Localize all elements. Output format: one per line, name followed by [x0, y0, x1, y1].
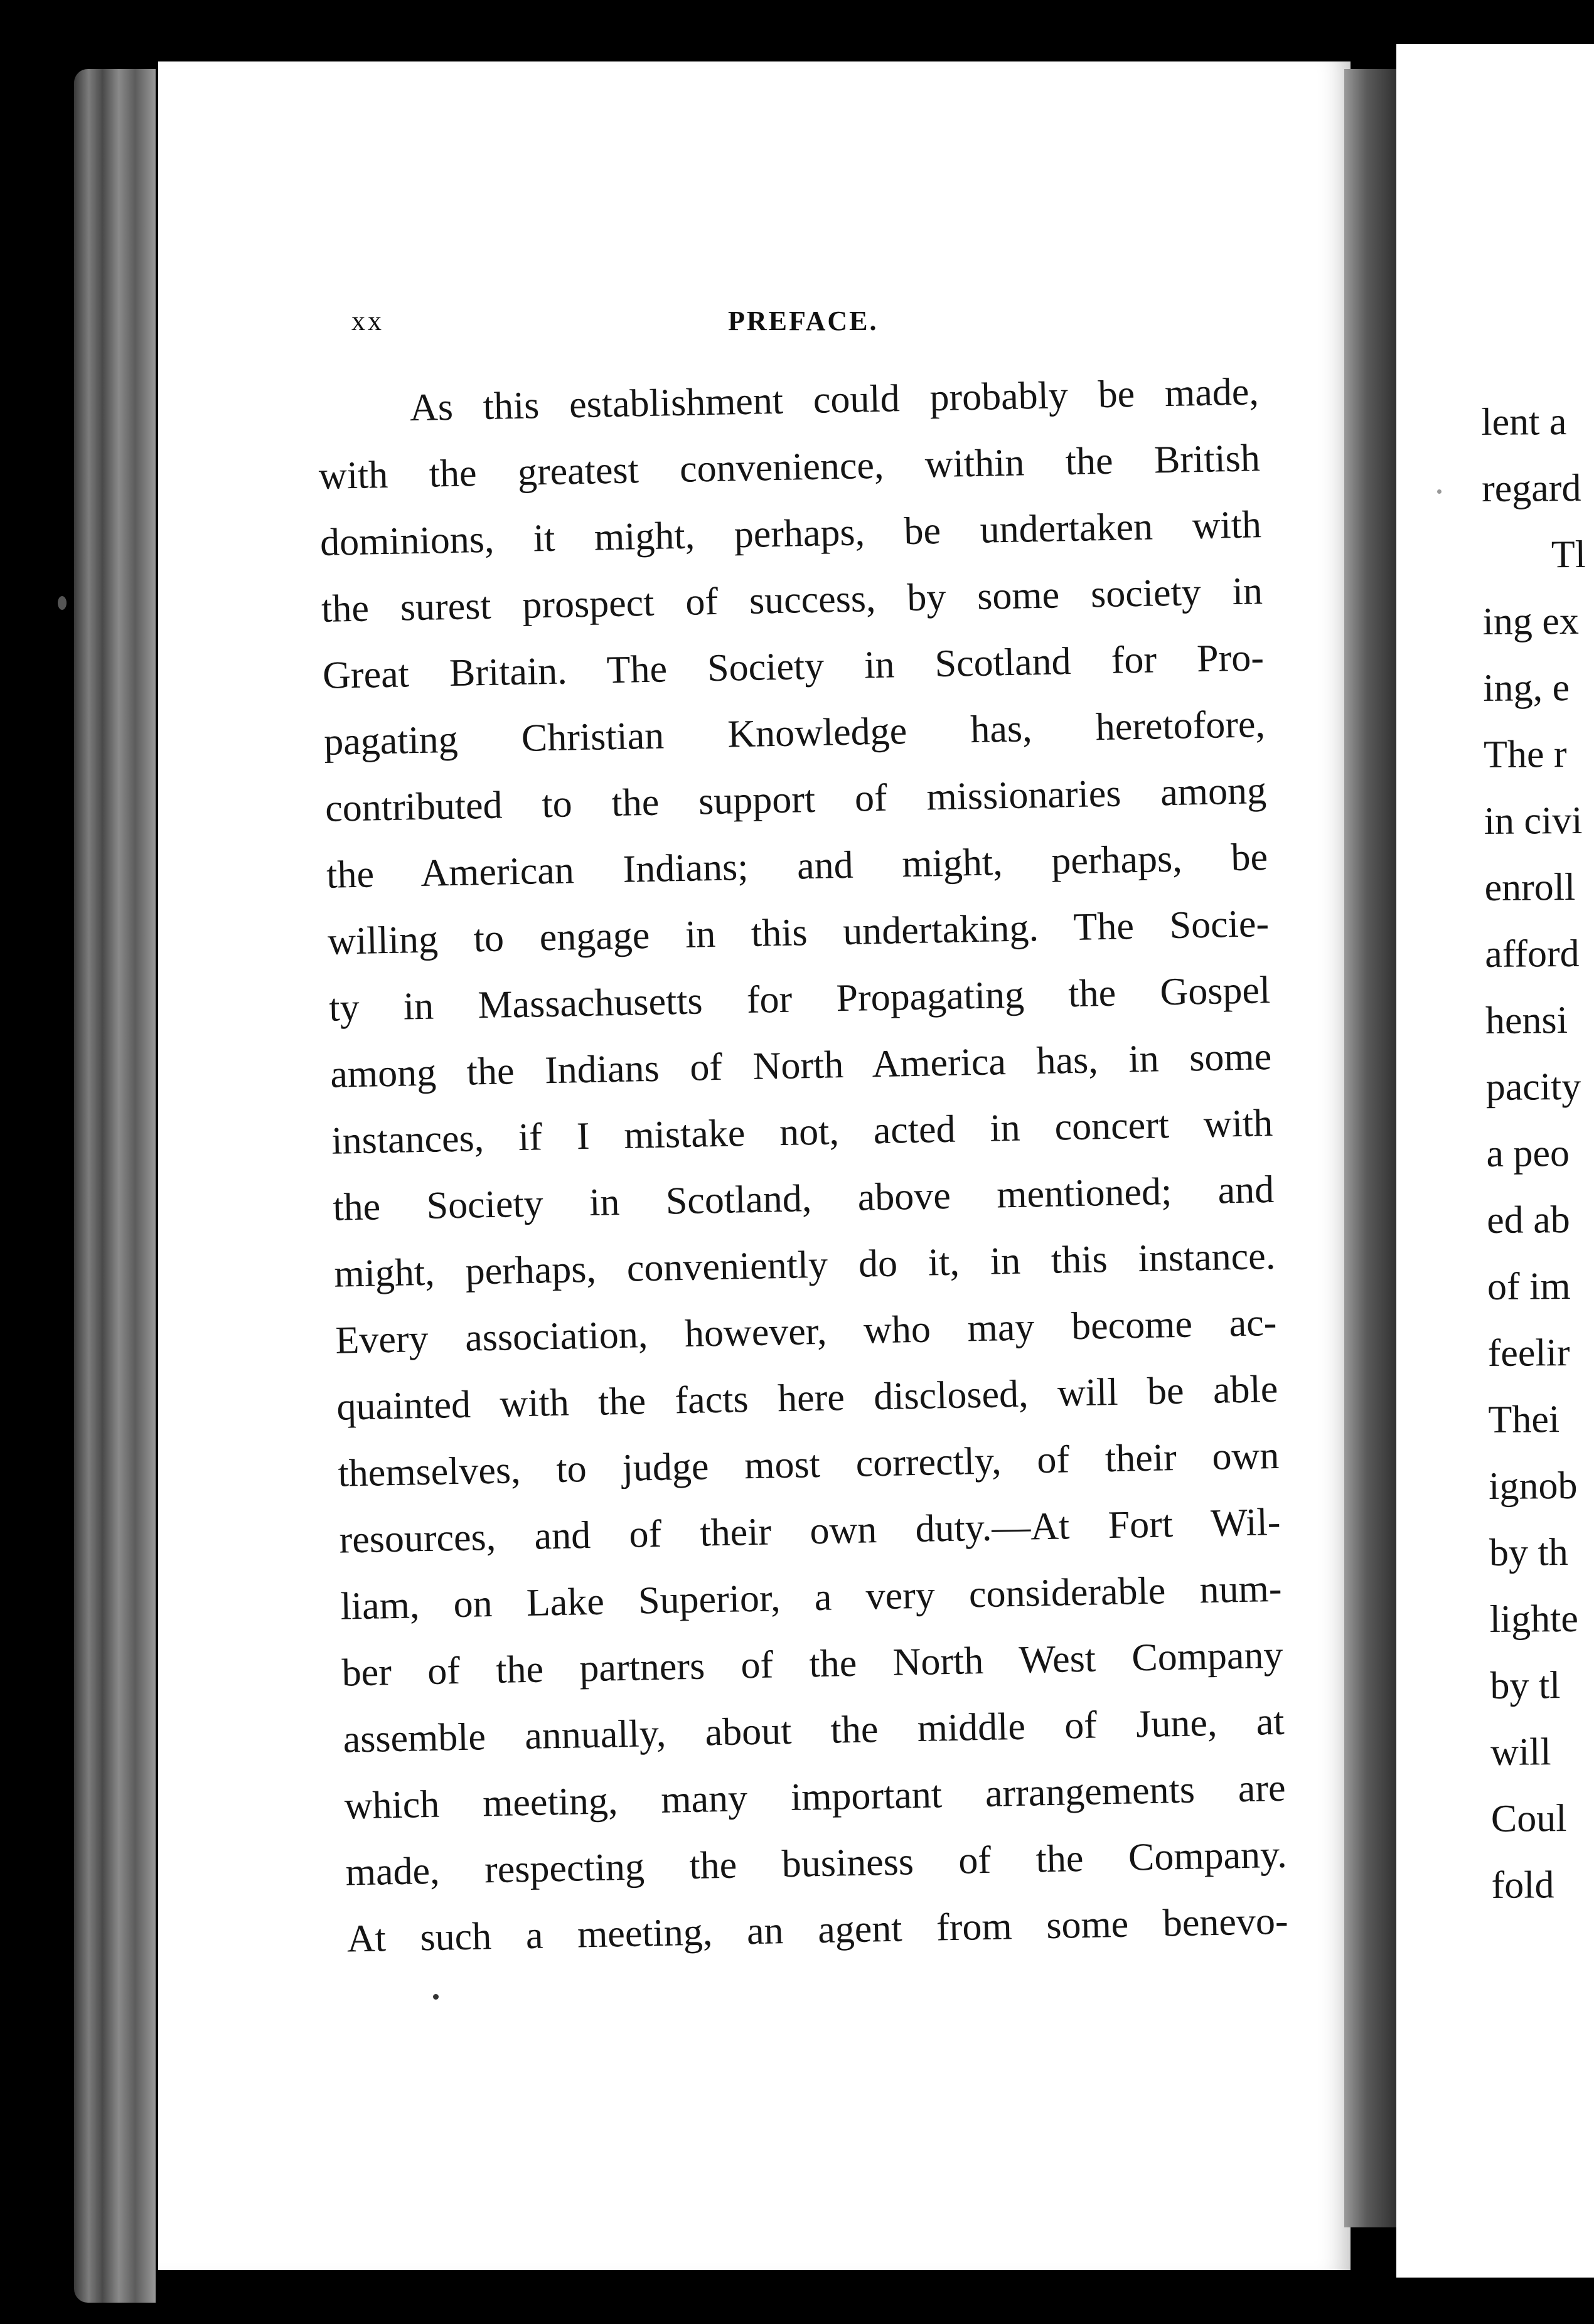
text-line: Thei [1488, 1398, 1560, 1441]
text-line: ty in Massachusetts for Propagating the Gospel [328, 969, 1271, 1030]
text-line: quainted with the facts here disclosed, will be able [336, 1367, 1278, 1429]
body-text [317, 358, 1289, 1972]
text-line: the American Indians; and might, perhaps, be [326, 836, 1268, 897]
running-head [351, 305, 1243, 349]
text-line: contributed to the support of missionaries among [324, 769, 1267, 830]
text-line: ignob [1488, 1464, 1578, 1508]
text-line: ing ex [1482, 599, 1580, 643]
text-line: a peo [1486, 1132, 1570, 1175]
text-line: willing to engage in this undertaking. The Socie- [327, 902, 1270, 963]
book-spine [74, 69, 156, 2303]
running-title: PREFACE. [728, 306, 879, 336]
text-line: lent a [1481, 400, 1567, 444]
text-line: resources, and of their own duty.—At Fort Wil- [338, 1500, 1281, 1562]
text-line: pacity [1485, 1065, 1581, 1109]
text-line: pagating Christian Knowledge has, heretofore, [323, 703, 1266, 764]
text-line: fold [1491, 1863, 1554, 1907]
text-line: dominions, it might, perhaps, be undertaken with [319, 503, 1262, 564]
right-page-text-fragment [1481, 388, 1594, 1919]
ink-speck [58, 596, 67, 610]
text-line: Coul [1490, 1797, 1567, 1840]
ink-speck [433, 1994, 439, 2000]
text-line: ber of the partners of the North West Company [341, 1633, 1284, 1695]
page-gutter [1344, 69, 1401, 2227]
text-line: by tl [1490, 1664, 1561, 1707]
text-line: Tl [1551, 533, 1586, 577]
text-line: ing, e [1483, 666, 1570, 710]
text-line: regard [1481, 466, 1581, 510]
text-line: At such a meeting, an agent from some benevo- [346, 1899, 1289, 1961]
text-line: Every association, however, who may become ac- [334, 1301, 1277, 1362]
text-line: The r [1483, 733, 1567, 776]
text-line: among the Indians of North America has, in some [329, 1035, 1272, 1096]
text-line: enroll [1484, 865, 1576, 909]
text-line: afford [1485, 932, 1580, 976]
text-line: made, respecting the business of the Company. [345, 1833, 1288, 1894]
text-line: instances, if I mistake not, acted in concert with [331, 1101, 1273, 1163]
text-line: themselves, to judge most correctly, of their own [337, 1434, 1280, 1495]
text-line: with the greatest convenience, within the British [318, 437, 1261, 498]
text-line: the Society in Scotland, above mentioned; and [332, 1168, 1275, 1229]
text-line: hensi [1485, 999, 1568, 1042]
text-line: ed ab [1487, 1198, 1571, 1242]
text-line: will [1490, 1730, 1551, 1774]
text-line: As this establishment could probably be made, [409, 370, 1260, 430]
ink-speck [1437, 489, 1442, 494]
text-line: lighte [1489, 1597, 1579, 1641]
text-line: by th [1489, 1531, 1568, 1574]
text-line: feelir [1487, 1331, 1570, 1375]
page-number: xx [351, 306, 384, 336]
text-line: Great Britain. The Society in Scotland for Pro- [322, 636, 1265, 697]
text-line: which meeting, many important arrangements are [344, 1766, 1286, 1828]
text-line: assemble annually, about the middle of June, at [343, 1700, 1285, 1761]
text-line: in civi [1484, 799, 1583, 843]
text-line: might, perhaps, conveniently do it, in this instance. [333, 1234, 1276, 1296]
text-line: the surest prospect of success, by some society in [321, 570, 1263, 631]
text-line: liam, on Lake Superior, a very considerable num- [340, 1567, 1283, 1628]
text-line: of im [1487, 1265, 1571, 1308]
